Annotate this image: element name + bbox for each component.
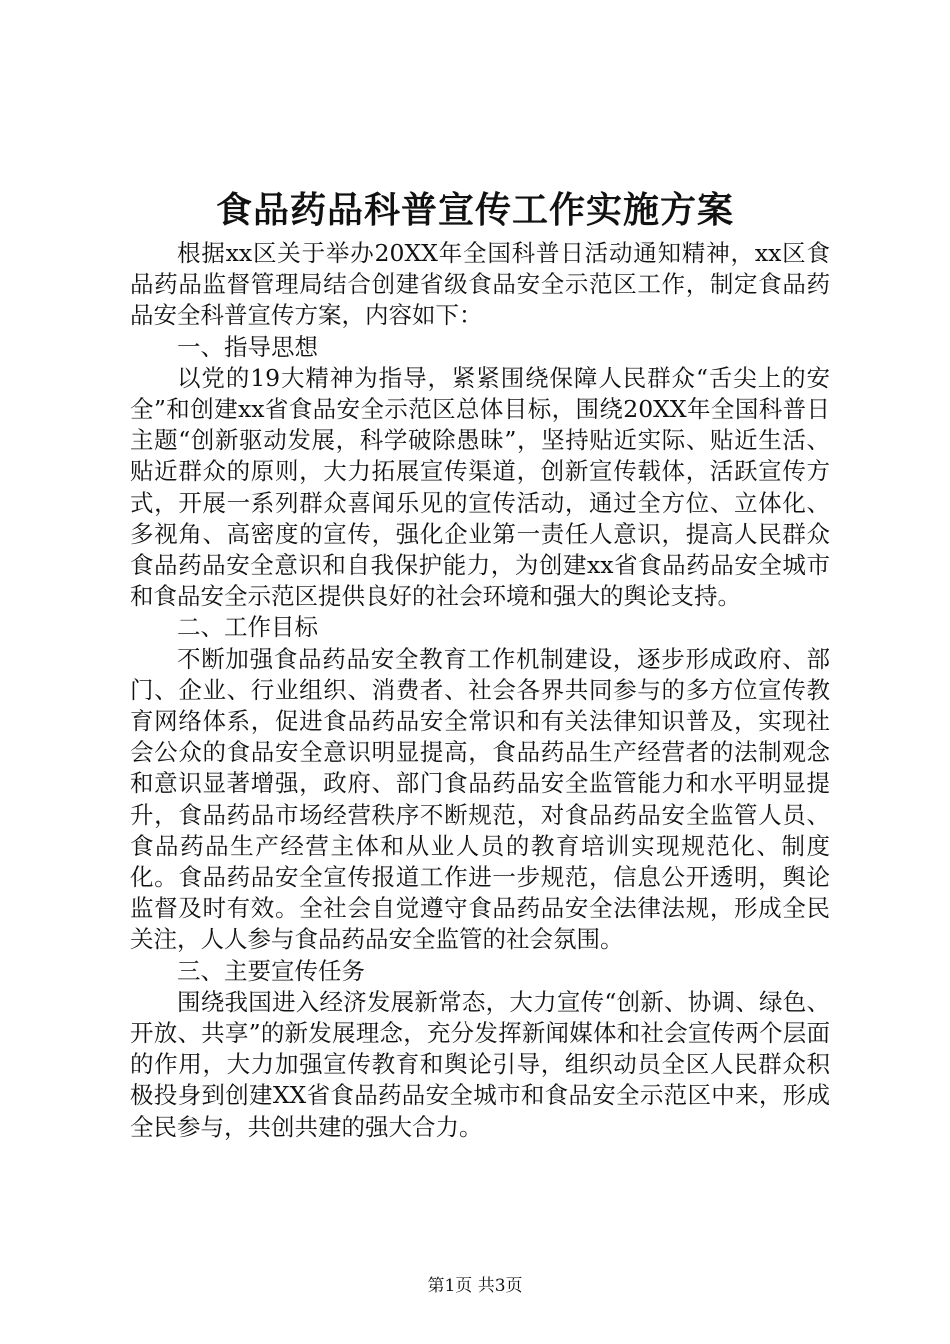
- document-title: 食品药品科普宣传工作实施方案: [215, 189, 734, 231]
- document-body: [130, 238, 830, 1143]
- section-paragraph-guiding-ideology: 以党的19大精神为指导，紧紧围绕保障人民群众“舌尖上的安全”和创建xx省食品安全示范区总体目标，围绕20XX年全国科普日主题“创新驱动发展，科学破除愚昧”，坚持贴近实际、贴近生活、贴近群众的原则，大力拓展宣传渠道，创新宣传载体，活跃宣传方式，开展一系列群众喜闻乐见的宣传活动，通过全方位、立体化、多视角、高密度的宣传，强化企业第一责任人意识，提高人民群众食品药品安全意识和自我保护能力，为创建xx省食品药品安全城市和食品安全示范区提供良好的社会环境和强大的舆论支持。: [130, 363, 830, 611]
- section-heading-main-tasks: 三、主要宣传任务: [177, 956, 365, 985]
- section-heading-work-goals: 二、工作目标: [177, 613, 318, 642]
- section-heading-guiding-ideology: 一、指导思想: [177, 332, 318, 361]
- section-paragraph-work-goals: 不断加强食品药品安全教育工作机制建设，逐步形成政府、部门、企业、行业组织、消费者、社会各界共同参与的多方位宣传教育网络体系，促进食品药品安全常识和有关法律知识普及，实现社会公众的食品安全意识明显提高，食品药品生产经营者的法制观念和意识显著增强，政府、部门食品药品安全监管能力和水平明显提升，食品药品市场经营秩序不断规范，对食品药品安全监管人员、食品药品生产经营主体和从业人员的教育培训实现规范化、制度化。食品药品安全宣传报道工作进一步规范，信息公开透明，舆论监督及时有效。全社会自觉遵守食品药品安全法律法规，形成全民关注，人人参与食品药品安全监管的社会氛围。: [130, 644, 830, 954]
- intro-paragraph: 根据xx区关于举办20XX年全国科普日活动通知精神，xx区食品药品监督管理局结合创建省级食品安全示范区工作，制定食品药品安全科普宣传方案，内容如下：: [130, 239, 830, 330]
- section-paragraph-main-tasks: 围绕我国进入经济发展新常态，大力宣传“创新、协调、绿色、开放、共享”的新发展理念，充分发挥新闻媒体和社会宣传两个层面的作用，大力加强宣传教育和舆论引导，组织动员全区人民群众积极投身到创建XX省食品药品安全城市和食品安全示范区中来，形成全民参与，共创共建的强大合力。: [130, 987, 830, 1141]
- page-number-footer: 第1页 共3页: [427, 1276, 523, 1296]
